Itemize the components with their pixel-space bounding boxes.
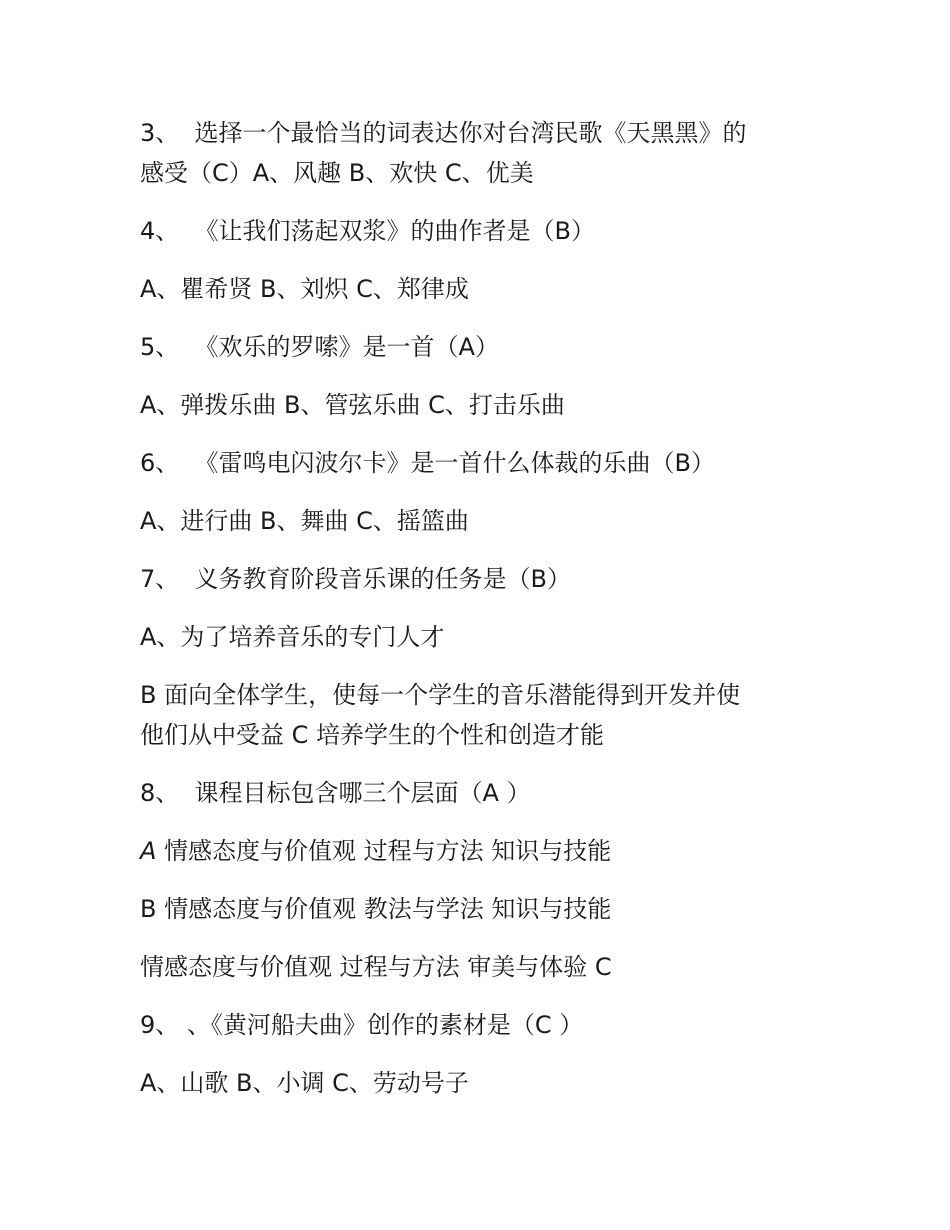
question-8: [140, 773, 830, 813]
question-9-options-text: A、山歌 B、小调 C、劳动号子: [140, 1069, 469, 1097]
question-8-option-c: [140, 947, 830, 987]
question-7-text: 7、 义务教育阶段音乐课的任务是（B）: [140, 565, 571, 593]
question-7-option-b-line-2: 他们从中受益 C 培养学生的个性和创造才能: [140, 721, 605, 749]
question-8-text: 8、 课程目标包含哪三个层面（A ）: [140, 779, 531, 807]
question-6-text: 6、 《雷鸣电闪波尔卡》是一首什么体裁的乐曲（B）: [140, 449, 715, 477]
question-9-options: [140, 1063, 830, 1103]
question-8-option-c-text: 情感态度与价值观 过程与方法 审美与体验 C: [140, 953, 612, 981]
document-body: [140, 113, 830, 1121]
question-7-option-a-text: A、为了培养音乐的专门人才: [140, 623, 445, 651]
question-9: [140, 1005, 830, 1045]
question-6-options-text: A、进行曲 B、舞曲 C、摇篮曲: [140, 507, 469, 535]
question-6: [140, 443, 830, 483]
question-5: [140, 327, 830, 367]
question-4-options: [140, 269, 830, 309]
question-7-option-b-c: [140, 675, 830, 755]
question-9-text: 9、 、《黄河船夫曲》创作的素材是（C ）: [140, 1011, 584, 1039]
question-7-option-a: [140, 617, 830, 657]
question-5-options: [140, 385, 830, 425]
question-8-option-a-letter: A: [140, 837, 157, 865]
question-3-line-2: 感受（C）A、风趣 B、欢快 C、优美: [140, 159, 534, 187]
question-4-options-text: A、瞿希贤 B、刘炽 C、郑律成: [140, 275, 469, 303]
question-3-line-1: 3、 选择一个最恰当的词表达你对台湾民歌《天黑黑》的: [140, 119, 747, 147]
question-5-options-text: A、弹拨乐曲 B、管弦乐曲 C、打击乐曲: [140, 391, 565, 419]
question-5-text: 5、 《欢乐的罗嗦》是一首（A）: [140, 333, 499, 361]
question-4-text: 4、 《让我们荡起双浆》的曲作者是（B）: [140, 217, 595, 245]
question-6-options: [140, 501, 830, 541]
question-8-option-b: [140, 889, 830, 929]
question-3: [140, 113, 830, 193]
question-4: [140, 211, 830, 251]
question-7: [140, 559, 830, 599]
question-7-option-b-line-1: B 面向全体学生，使每一个学生的音乐潜能得到开发并使: [140, 681, 741, 709]
question-8-option-b-text: B 情感态度与价值观 教法与学法 知识与技能: [140, 895, 612, 923]
question-8-option-a-text: 情感态度与价值观 过程与方法 知识与技能: [156, 837, 612, 865]
question-8-option-a: [140, 831, 830, 871]
